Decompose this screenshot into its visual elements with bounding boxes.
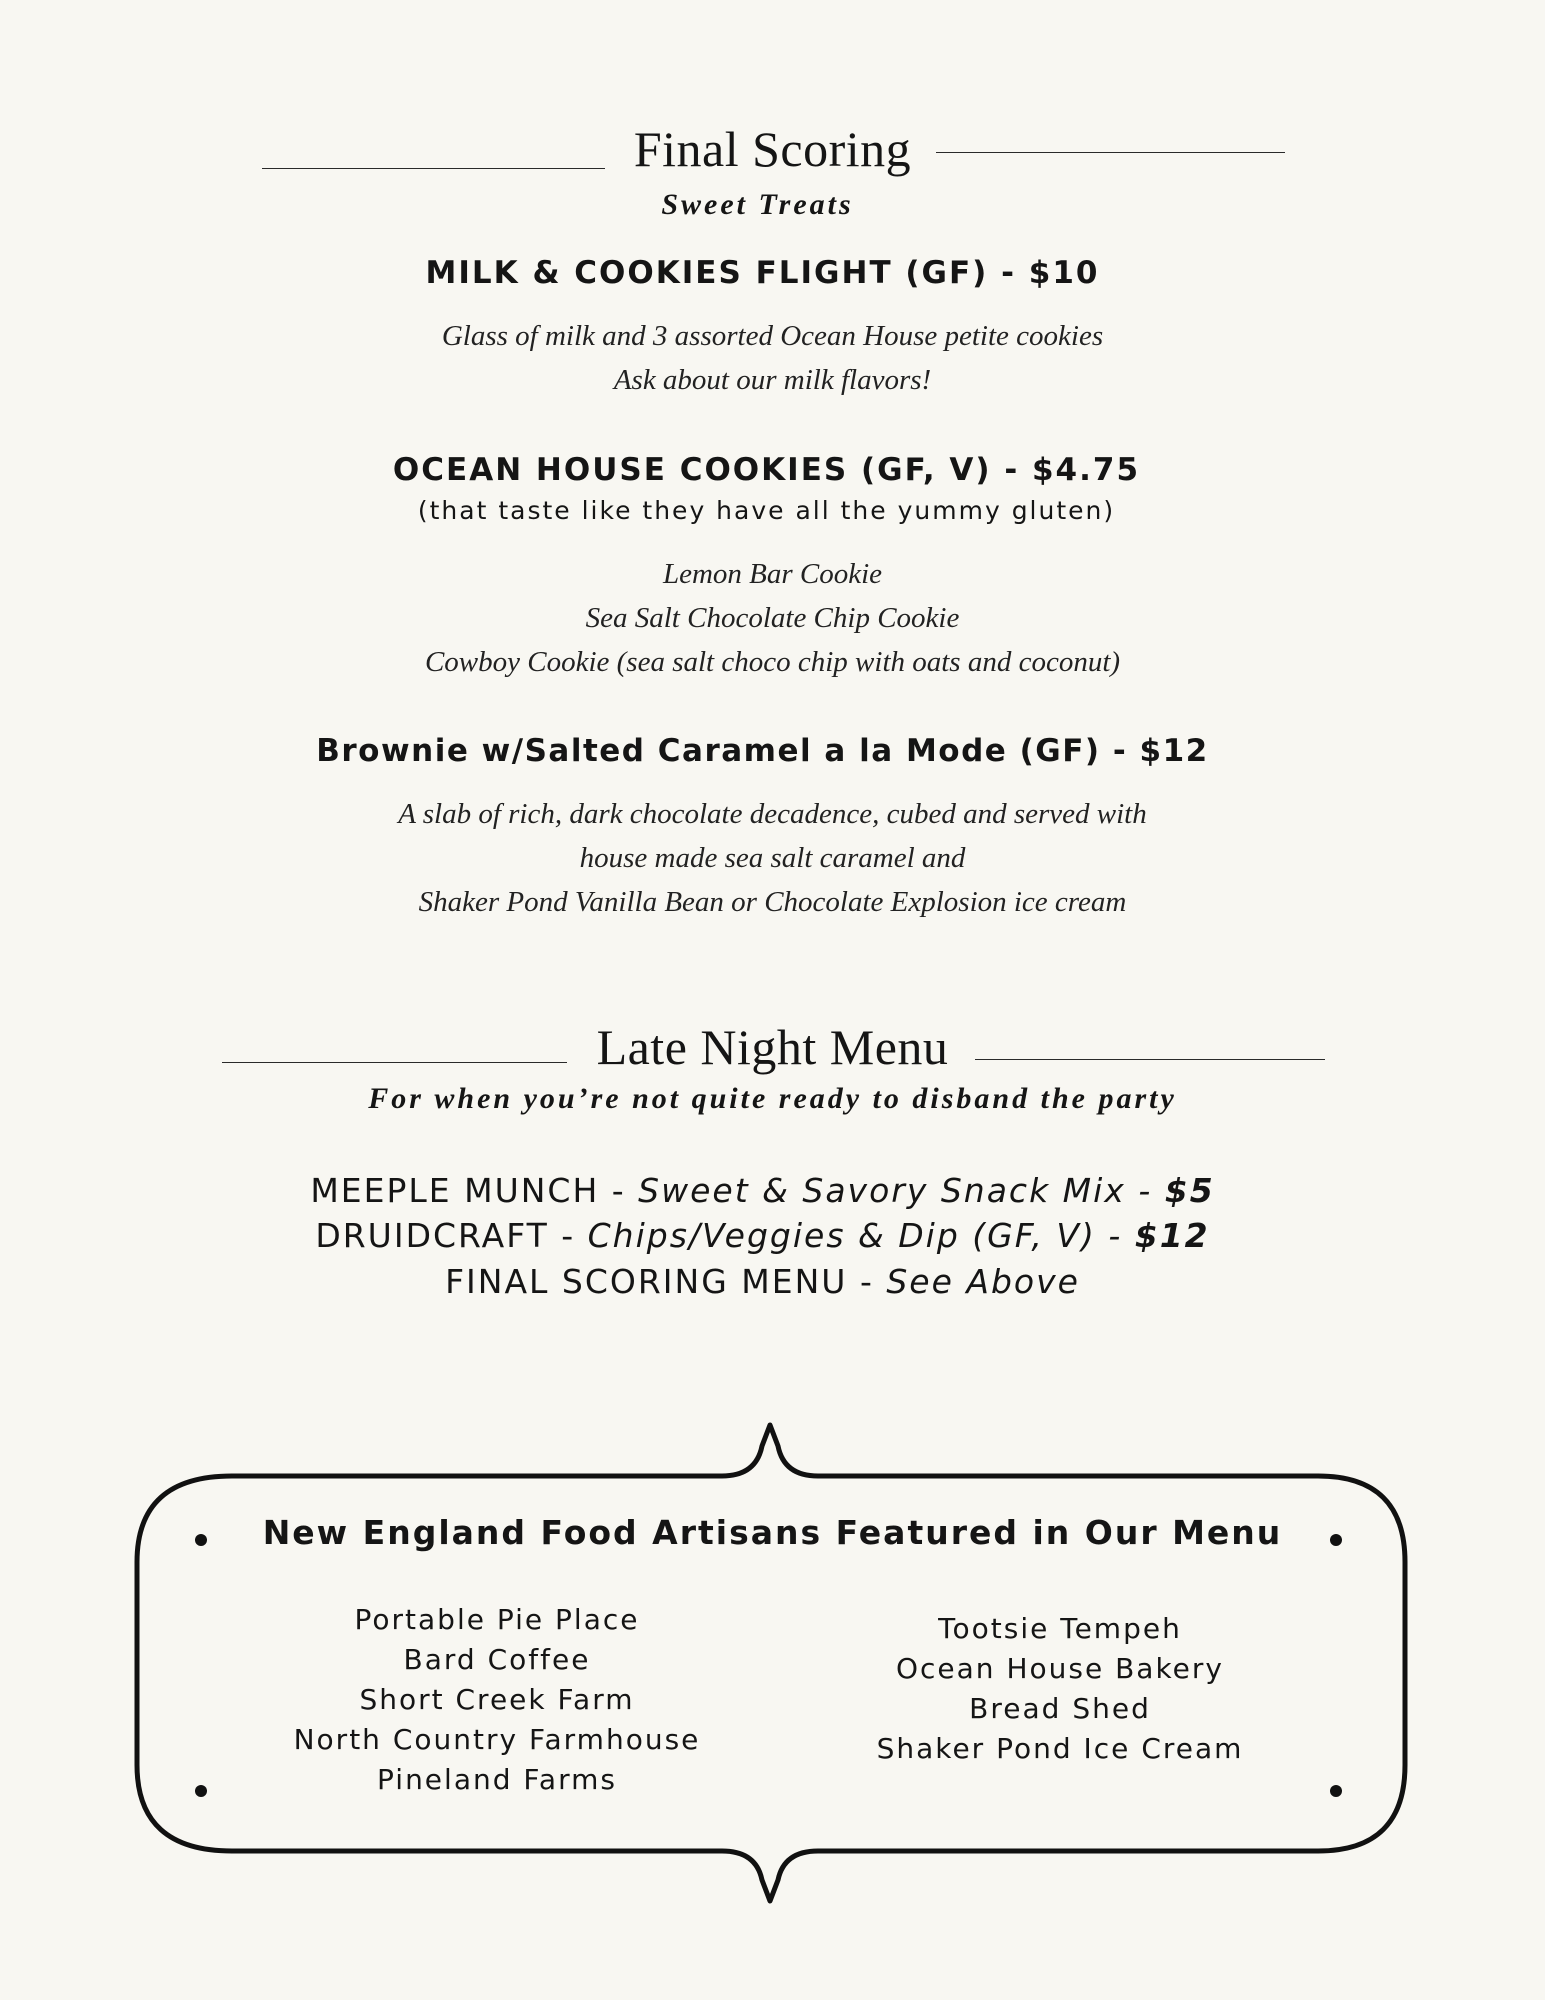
artisan-name: Ocean House Bakery <box>895 1652 1224 1685</box>
late-night-item <box>0 1213 1535 1258</box>
late-night-item-price: $12 <box>1134 1216 1210 1255</box>
late-night-item-desc: See Above <box>886 1262 1080 1301</box>
menu-item-title: Brownie w/Salted Caramel a la Mode (GF) - $12 <box>316 733 1209 769</box>
separator: - <box>1125 1171 1165 1210</box>
description-line: Cowboy Cookie (sea salt choco chip with oats and coconut) <box>424 646 1121 678</box>
menu-item-title: OCEAN HOUSE COOKIES (GF, V) - $4.75 <box>392 452 1141 488</box>
description-line: Glass of milk and 3 assorted Ocean House petite cookies <box>441 320 1104 352</box>
separator: - <box>847 1262 887 1301</box>
late-night-item-desc: Chips/Veggies & Dip (GF, V) <box>587 1216 1096 1255</box>
artisans-title: New England Food Artisans Featured in Our Menu <box>262 1513 1283 1552</box>
description-line: Ask about our milk flavors! <box>613 364 932 396</box>
late-night-item <box>0 1259 1535 1304</box>
artisan-name: Bard Coffee <box>403 1643 591 1676</box>
menu-item-description <box>0 314 1545 402</box>
section-title-final-scoring: Final Scoring <box>633 121 912 177</box>
description-line: A slab of rich, dark chocolate decadence, cubed and served with <box>398 798 1147 830</box>
late-night-item-name: FINAL SCORING MENU <box>445 1262 848 1301</box>
description-line: Shaker Pond Vanilla Bean or Chocolate Explosion ice cream <box>418 886 1127 918</box>
artisans-list-left <box>247 1600 747 1800</box>
section-subtitle-late-night: For when you’re not quite ready to disband the party <box>368 1082 1177 1115</box>
late-night-item-name: DRUIDCRAFT <box>315 1216 549 1255</box>
artisan-name: Short Creek Farm <box>359 1683 635 1716</box>
separator: - <box>548 1216 588 1255</box>
late-night-item-price: $5 <box>1164 1171 1215 1210</box>
late-night-item <box>0 1168 1535 1213</box>
artisan-name: North Country Farmhouse <box>293 1723 701 1756</box>
description-line: Lemon Bar Cookie <box>662 558 883 590</box>
artisan-name: Portable Pie Place <box>354 1603 640 1636</box>
artisans-list-right <box>810 1609 1310 1769</box>
late-night-item-name: MEEPLE MUNCH <box>310 1171 600 1210</box>
section-subtitle-sweet-treats: Sweet Treats <box>661 188 854 221</box>
separator: - <box>1095 1216 1135 1255</box>
corner-dot <box>195 1785 207 1797</box>
artisan-name: Tootsie Tempeh <box>938 1612 1182 1645</box>
corner-dot <box>1330 1785 1342 1797</box>
late-night-item-desc: Sweet & Savory Snack Mix <box>638 1171 1126 1210</box>
menu-item-description <box>0 552 1545 684</box>
separator: - <box>599 1171 639 1210</box>
artisan-name: Bread Shed <box>969 1692 1151 1725</box>
artisan-name: Pineland Farms <box>377 1763 617 1796</box>
section-title-late-night: Late Night Menu <box>596 1019 949 1075</box>
description-line: Sea Salt Chocolate Chip Cookie <box>585 602 960 634</box>
description-line: house made sea salt caramel and <box>579 842 966 874</box>
menu-item-note: (that taste like they have all the yummy gluten) <box>417 496 1116 525</box>
menu-item-description <box>0 792 1545 924</box>
artisan-name: Shaker Pond Ice Cream <box>876 1732 1244 1765</box>
menu-item-title: MILK & COOKIES FLIGHT (GF) - $10 <box>425 255 1100 291</box>
